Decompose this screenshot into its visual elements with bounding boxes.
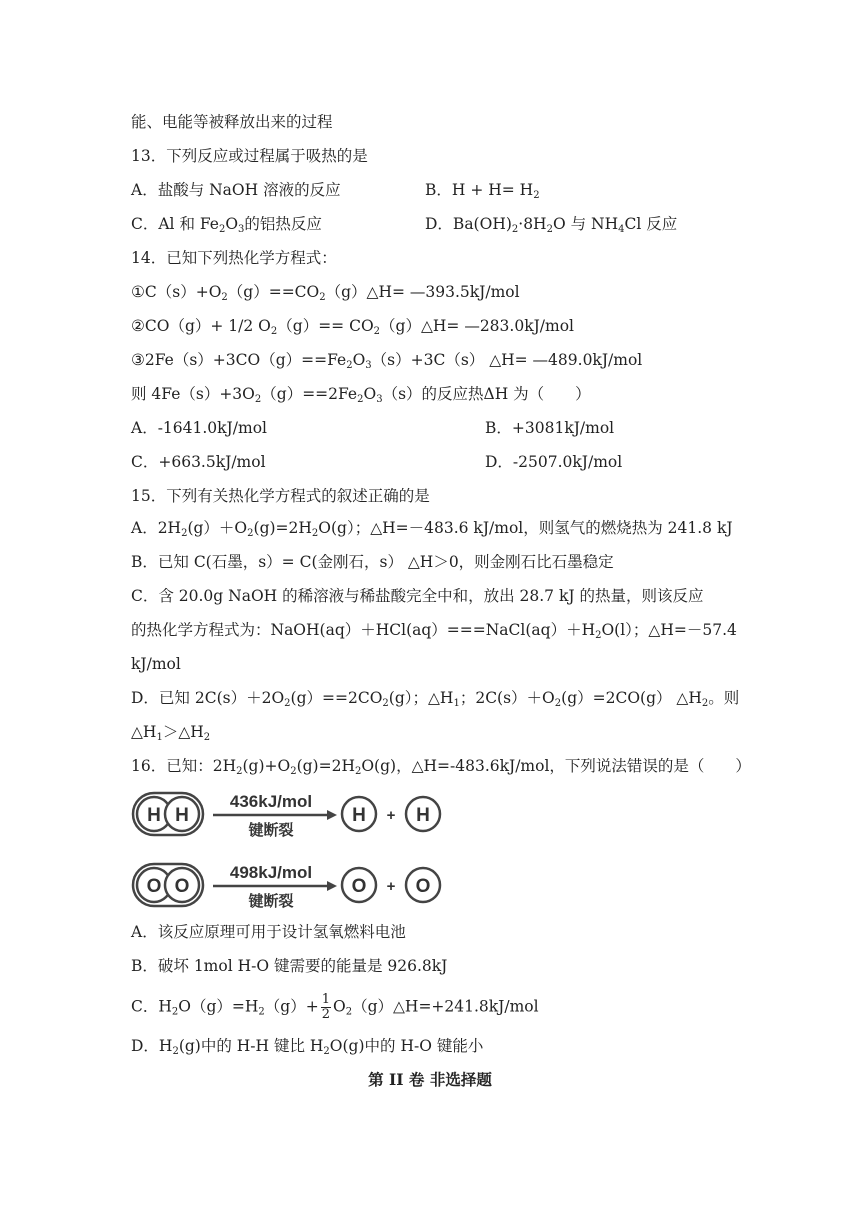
q14-equation-3: $③2Fe(s)+3CO(g)==Fe_2O_3(s)+3C(s)$ △H= —489.0kJ/mol bbox=[131, 351, 643, 371]
q13-option-c: C．Al 和 $Fe_2O_3$的铝热反应 bbox=[131, 215, 322, 235]
q13-option-b: B．$H + H= H_2$ bbox=[425, 181, 540, 201]
q16-option-b: B．破坏 1mol H-O 键需要的能量是 926.8kJ bbox=[131, 957, 448, 975]
q14-equation-1: $①C(s)+O_2(g)==CO_2(g)\triangle H=$ —393.5kJ/mol bbox=[131, 283, 520, 303]
o-atom-label: O bbox=[351, 876, 367, 897]
o-atom-label: O bbox=[174, 876, 190, 897]
arrow-head-icon bbox=[327, 881, 337, 891]
h-atom-label: H bbox=[352, 805, 366, 826]
q14-option-b: B．+3081kJ/mol bbox=[485, 419, 615, 437]
o-o-bond-breaking-diagram bbox=[131, 856, 451, 912]
q14-option-d: D．-2507.0kJ/mol bbox=[485, 453, 623, 471]
one-half-fraction: $\frac{1}{2}$ bbox=[321, 992, 330, 1022]
q15-option-d-line1: D．已知 $2C(s)+2O_2(g)==2CO_2(g)$；$\triangle H_1$；$2C(s)+O_2(g)=2CO(g)$ $\triangle H_2$。则 bbox=[131, 689, 740, 709]
q16-option-d: D．$H_2(g)$中的 H-H 键比 $H_2O(g)$中的 H-O 键能小 bbox=[131, 1037, 484, 1057]
section-heading: 第 II 卷 非选择题 bbox=[368, 1070, 492, 1089]
q15-option-a: A．$2H_2(g)+O_2(g)=2H_2O(g)$；△H=－483.6 kJ/mol，则氢气的燃烧热为 241.8 kJ bbox=[131, 519, 733, 539]
q15-option-c-line2: 的热化学方程式为：$NaOH(aq)+HCl(aq)===NaCl(aq)+H_2O(l)$；△H=－57.4 bbox=[131, 621, 737, 641]
o-o-bond-energy: 498kJ/mol bbox=[229, 863, 313, 882]
q16-option-a: A．该反应原理可用于设计氢氧燃料电池 bbox=[131, 923, 406, 941]
h-h-bond-breaking-diagram bbox=[131, 785, 451, 841]
plus-sign: + bbox=[386, 878, 396, 895]
q15-option-b: B．已知 C(石墨，s）= C(金刚石，s） △H＞0，则金刚石比石墨稳定 bbox=[131, 553, 614, 571]
q16-stem: 16．已知：$2H_2(g)+O_2(g)=2H_2O(g)$，△H=-483.6kJ/mol，下列说法错误的是（ ） bbox=[131, 757, 751, 777]
q15-option-c-line1: C．含 20.0g NaOH 的稀溶液与稀盐酸完全中和，放出 28.7 kJ 的热量，则该反应 bbox=[131, 587, 704, 605]
arrow-head-icon bbox=[327, 810, 337, 820]
h-atom-label: H bbox=[416, 805, 430, 826]
q14-option-a: A．-1641.0kJ/mol bbox=[131, 419, 267, 437]
q13-option-a: A．盐酸与 NaOH 溶液的反应 bbox=[131, 181, 341, 199]
o-atom-label: O bbox=[415, 876, 431, 897]
plus-sign: + bbox=[386, 807, 396, 824]
o-atom-label: O bbox=[146, 876, 162, 897]
h-atom-label: H bbox=[147, 805, 161, 826]
q13-stem: 13．下列反应或过程属于吸热的是 bbox=[131, 147, 368, 165]
intro-tail-text: 能、电能等被释放出来的过程 bbox=[131, 113, 333, 131]
q15-option-d-line2: $\triangle H_1>\triangle H_2$ bbox=[131, 723, 211, 743]
bond-breaking-label: 键断裂 bbox=[248, 821, 294, 839]
q16-option-c: C．$H_2O(g)=H_2(g)+$ $\frac{1}{2}$ $O_2(g)\triangle H=+241.8kJ$/mol bbox=[131, 992, 539, 1022]
q14-question: 则 $4Fe(s)+3O_2(g)==2Fe_2O_3(s)$的反应热ΔH 为（ ） bbox=[131, 385, 591, 405]
q14-option-c: C．+663.5kJ/mol bbox=[131, 453, 266, 471]
q14-stem: 14．已知下列热化学方程式： bbox=[131, 249, 337, 267]
q13-option-d: D．$Ba(OH)_2\cdot 8H_2O$ 与 $NH_4Cl$ 反应 bbox=[425, 215, 678, 235]
h-h-bond-energy: 436kJ/mol bbox=[229, 792, 313, 811]
q15-option-c-line3: kJ/mol bbox=[131, 655, 181, 673]
bond-breaking-label: 键断裂 bbox=[248, 892, 294, 910]
q14-equation-2: ②CO（g）+ 1/2 $O_2(g)==$ $CO_2(g)\triangle H=$ —283.0kJ/mol bbox=[131, 317, 575, 337]
q15-stem: 15．下列有关热化学方程式的叙述正确的是 bbox=[131, 487, 430, 505]
h-atom-label: H bbox=[175, 805, 189, 826]
